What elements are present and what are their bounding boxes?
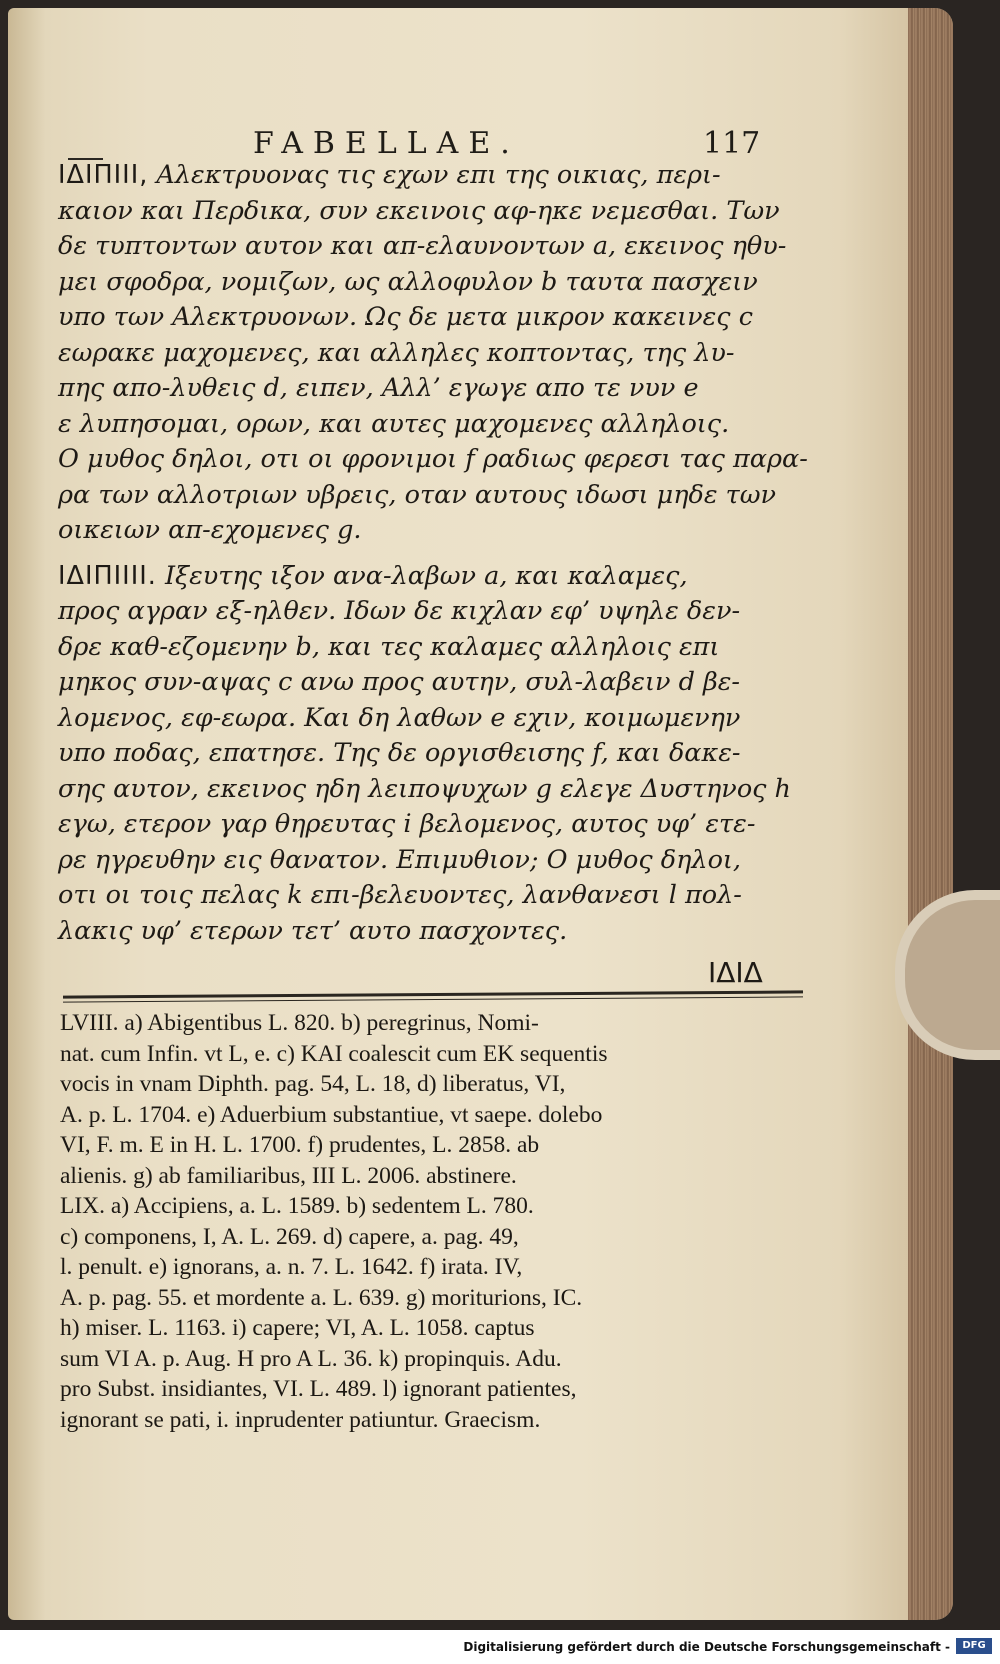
- page-number: 117: [703, 126, 761, 161]
- digitization-footer: [0, 1636, 1000, 1664]
- footnote-line: alienis. g) ab familiaribus, III L. 2006. abstinere.: [60, 1162, 517, 1189]
- text-line: ρε ηγρευθην εις θανατον. Επιμυθιον; Ο μυθος δηλοι,: [58, 844, 742, 875]
- text-line: εγω, ετερον γαρ θηρευτας i βελομενος, αυτος υφ’ ετε-: [58, 809, 756, 839]
- text-line: υπο των Αλεκτρυονων. Ως δε μετα μικρον κακεινες c: [58, 302, 753, 332]
- footnote-line: l. penult. e) ignorans, a. n. 7. L. 1642. f) irata. IV,: [60, 1254, 523, 1280]
- text-line: ρα των αλλοτριων υβρεις, οταν αυτους ιδωσι μηδε των: [58, 479, 777, 510]
- text-line: μηκος συν-αψας c ανω προς αυτην, συλ-λαβειν d βε-: [58, 667, 741, 697]
- text-line: μει σφοδρα, νομιζων, ως αλλοφυλον b ταυτα πασχειν: [58, 266, 758, 297]
- footnote-line: LVIII. a) Abigentibus L. 820. b) peregrinus, Nomi-: [60, 1010, 539, 1036]
- fable-marker: ΙΔΙΠΙΙΙΙ.: [58, 560, 157, 591]
- footnote-line: nat. cum Infin. vt L, e. c) KAI coalescit cum EK sequentis: [60, 1040, 608, 1067]
- footnotes: [60, 1008, 820, 1435]
- text-line: εωρακε μαχομενες, και αλληλες κοπτοντας, της λυ-: [58, 337, 735, 368]
- text-line: δε τυπτοντων αυτον και απ-ελαυνοντων a, εκεινος ηθυ-: [58, 231, 787, 261]
- text-line: προς αγραν εξ-ηλθεν. Ιδων δε κιχλαν εφ’ υψηλε δεν-: [58, 596, 741, 626]
- footnote-line: VI, F. m. E in H. L. 1700. f) prudentes, L. 2858. ab: [60, 1132, 540, 1158]
- text-line: ΙΔΙΠΙΙΙ, Αλεκτρυονας τις εχων επι της οικιας, περι-: [58, 160, 721, 190]
- footnote-line: pro Subst. insidiantes, VI. L. 489. l) ignorant patientes,: [60, 1376, 577, 1402]
- text-line: οτι οι τοις πελας k επι-βελευοντες, λανθανεσι l πολ-: [58, 880, 742, 910]
- funding-credit: Digitalisierung gefördert durch die Deutsche Forschungsgemeinschaft -: [463, 1640, 950, 1654]
- fable-paragraph-59: [58, 559, 793, 950]
- footnote-line: c) componens, I, A. L. 269. d) capere, a. pag. 49,: [60, 1223, 519, 1250]
- fable-text: [58, 158, 808, 949]
- footnote-line: ignorant se pati, i. inprudenter patiuntur. Graecism.: [60, 1406, 541, 1433]
- running-head: FABELLAE.: [253, 126, 520, 161]
- footnote-line: LIX. a) Accipiens, a. L. 1589. b) sedentem L. 780.: [60, 1193, 534, 1219]
- footnote-line: A. p. pag. 55. et mordente a. L. 639. g) moriturions, IC.: [60, 1284, 583, 1311]
- dfg-logo: DFG: [956, 1638, 992, 1654]
- text-line: ΙΔΙΠΙΙΙΙ. Ιξευτης ιξον ανα-λαβων a, και καλαμες,: [58, 560, 688, 591]
- footnote-line: vocis in vnam Diphth. pag. 54, L. 18, d) liberatus, VI,: [60, 1071, 566, 1097]
- fable-marker: ΙΔΙΠΙΙΙ,: [58, 160, 149, 190]
- text-line: πης απο-λυθεις d, ειπεν, Αλλ’ εγωγε απο τε νυν e: [58, 373, 699, 403]
- end-mark: ΙΔΙΔ: [708, 956, 763, 989]
- footnote-line: h) miser. L. 1163. i) capere; VI, A. L. 1058. captus: [60, 1315, 535, 1341]
- book-page: [8, 8, 953, 1620]
- text-line: υπο ποδας, επατησε. Της δε οργισθεισης f, και δακε-: [58, 738, 741, 768]
- text-line: ε λυπησομαι, ορων, και αυτες μαχομενες αλληλοις.: [58, 408, 730, 439]
- text-line: Ο μυθος δηλοι, οτι οι φρονιμοι f ραδιως φερεσι τας παρα-: [58, 444, 808, 474]
- page-edge: [908, 8, 953, 1620]
- text-line: λομενος, εφ-εωρα. Και δη λαθων e εχιν, κοιμωμενην: [58, 702, 741, 733]
- footnote-line: A. p. L. 1704. e) Aduerbium substantiue, vt saepe. dolebo: [60, 1101, 603, 1128]
- text-line: δρε καθ-εζομενην b, και τες καλαμες αλληλοις επι: [58, 631, 720, 662]
- text-line: οικειων απ-εχομενες g.: [58, 515, 362, 545]
- text-line: λακις υφ’ ετερων τετ’ αυτο πασχοντες.: [58, 915, 568, 946]
- text-line: καιον και Περδικα, συν εκεινοις αφ-ηκε νεμεσθαι. Των: [58, 195, 780, 226]
- fable-paragraph-58: [58, 158, 808, 549]
- text-line: σης αυτον, εκεινος ηδη λειποψυχων g ελεγε Δυστηνος h: [58, 773, 791, 804]
- footnote-line: sum VI A. p. Aug. H pro A L. 36. k) propinquis. Adu.: [60, 1345, 562, 1372]
